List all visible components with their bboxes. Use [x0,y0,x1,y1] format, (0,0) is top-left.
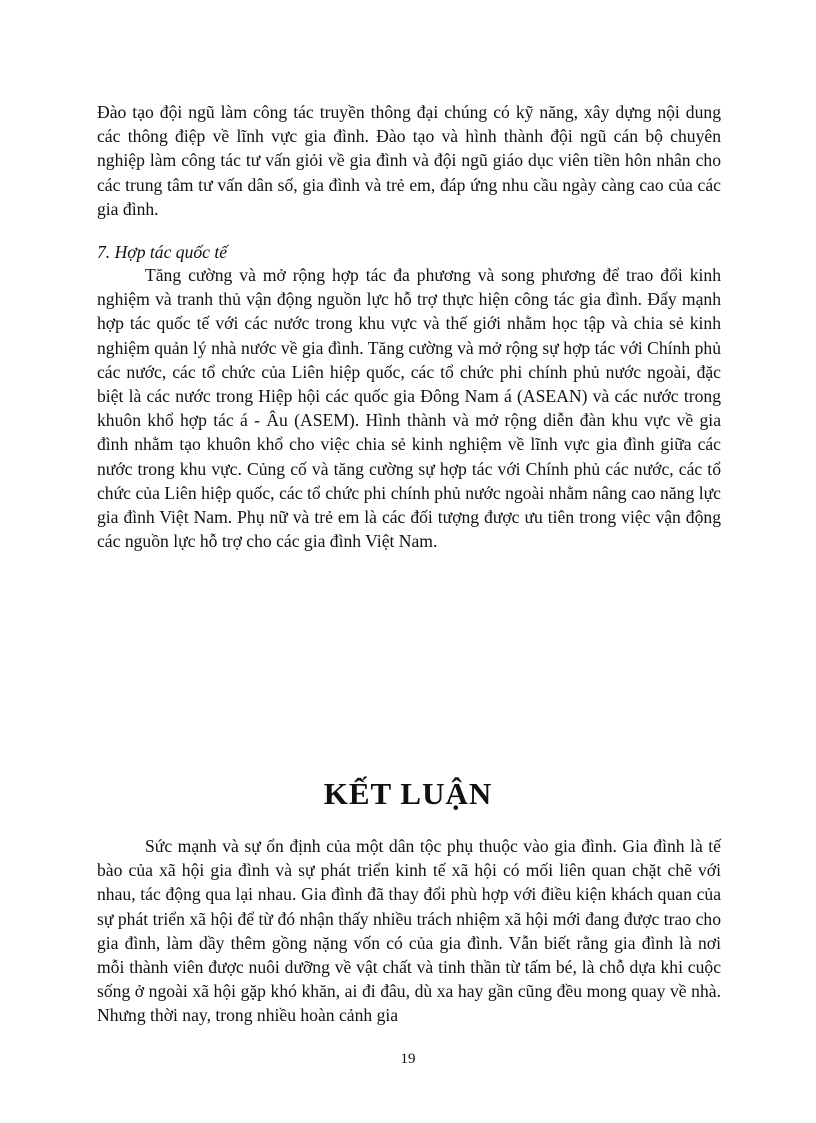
page-number: 19 [400,1051,416,1067]
intro-paragraph-block [97,100,721,221]
section-paragraph-block [97,263,721,553]
section-heading: 7. Hợp tác quốc tế [97,242,228,262]
intro-paragraph: Đào tạo đội ngũ làm công tác truyền thông đại chúng có kỹ năng, xây dựng nội dung các thông điệp về lĩnh vực gia đình. Đào tạo và hình thành đội ngũ cán bộ chuyên nghiệp làm công tác tư vấn giỏi về gia đình và đội ngũ giáo dục viên tiền hôn nhân cho các trung tâm tư vấn dân số, gia đình và trẻ em, đáp ứng nhu cầu ngày càng cao của các gia đình. [97,102,721,219]
conclusion-paragraph-block [97,834,721,1028]
conclusion-title: KẾT LUẬN [323,776,493,811]
conclusion-paragraph: Sức mạnh và sự ổn định của một dân tộc phụ thuộc vào gia đình. Gia đình là tế bào của xã hội gia đình và sự phát triển kinh tế xã hội có mối liên quan chặt chẽ với nhau, tác động qua lại nhau. Gia đình đã thay đổi phù hợp với điều kiện khách quan của sự phát triển xã hội để từ đó nhận thấy nhiều trách nhiệm xã hội mới đang được trao cho gia đình, làm dầy thêm gồng nặng vốn có của gia đình. Vẫn biết rằng gia đình là nơi mỗi thành viên được nuôi dưỡng về vật chất và tinh thần từ tấm bé, là chỗ dựa khi cuộc sống ở ngoài xã hội gặp khó khăn, ai đi đâu, dù xa hay gần cũng đều mong quay về nhà. Nhưng thời nay, trong nhiều hoàn cảnh gia [97,836,721,1026]
section-paragraph: Tăng cường và mở rộng hợp tác đa phương và song phương để trao đổi kinh nghiệm và tranh thủ vận động nguồn lực hỗ trợ thực hiện công tác gia đình. Đẩy mạnh hợp tác quốc tế với các nước trong khu vực và thế giới nhằm học tập và chia sẻ kinh nghiệm quản lý nhà nước về gia đình. Tăng cường và mở rộng sự hợp tác với Chính phủ các nước, các tổ chức của Liên hiệp quốc, các tổ chức phi chính phủ nước ngoài, đặc biệt là các nước trong Hiệp hội các quốc gia Đông Nam á (ASEAN) và các nước trong khuôn khổ hợp tác á - Âu (ASEM). Hình thành và mở rộng diễn đàn khu vực về gia đình nhằm tạo khuôn khổ cho việc chia sẻ kinh nghiệm về lĩnh vực gia đình giữa các nước trong khu vực. Củng cố và tăng cường sự hợp tác với Chính phủ các nước, các tổ chức của Liên hiệp quốc, các tổ chức phi chính phủ nước ngoài nhằm nâng cao năng lực gia đình Việt Nam. Phụ nữ và trẻ em là các đối tượng được ưu tiên trong việc vận động các nguồn lực hỗ trợ cho các gia đình Việt Nam. [97,265,721,552]
